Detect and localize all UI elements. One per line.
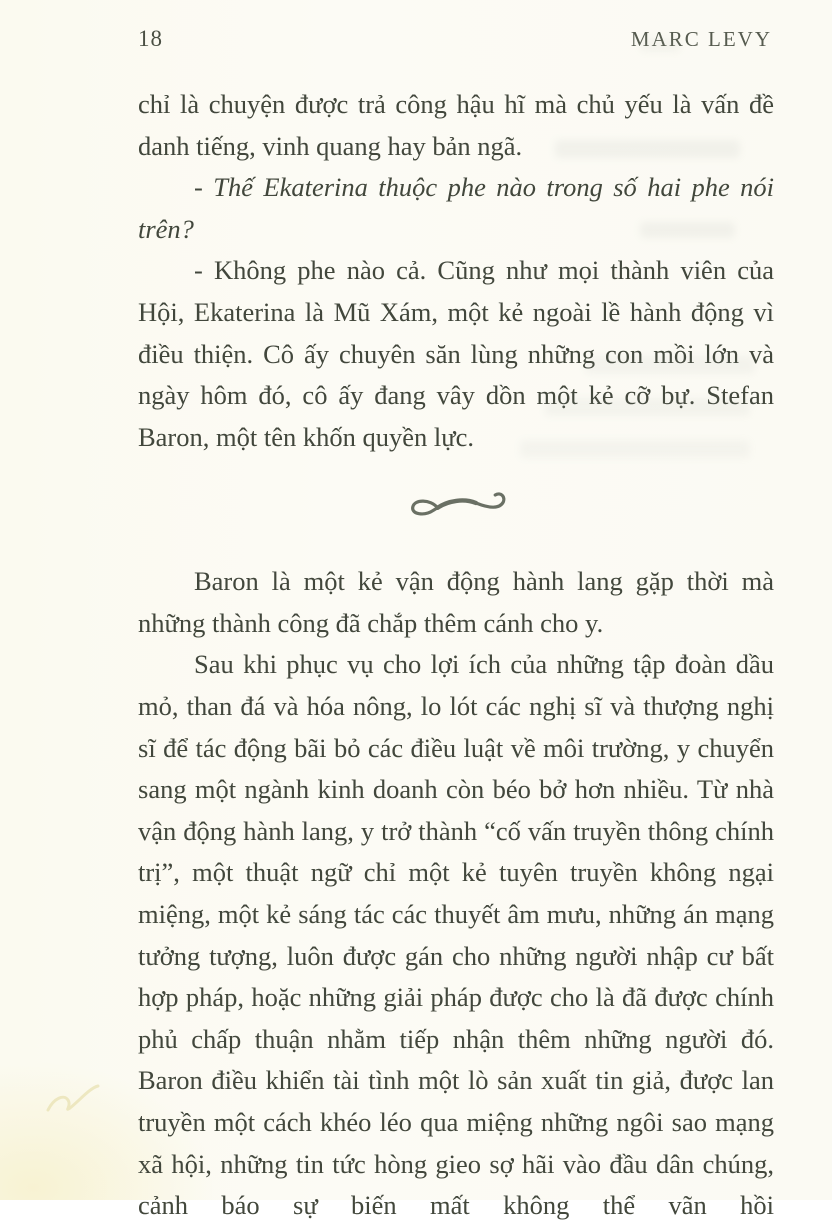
dialogue-line-italic: - Thế Ekaterina thuộc phe nào trong số hai phe nói trên? bbox=[138, 172, 774, 244]
dialogue-line: - Không phe nào cả. Cũng như mọi thành viên của Hội, Ekaterina là Mũ Xám, một kẻ ngoài lề hành động vì điều thiện. Cô ấy chuyên săn lùng những con mồi lớn và ngày hôm đó, cô ấy đang vây dồn một kẻ cỡ bự. Stefan Baron, một tên khốn quyền lực. bbox=[138, 255, 774, 452]
pencil-mark-artifact bbox=[40, 1080, 110, 1125]
running-header-author: MARC LEVY bbox=[630, 27, 772, 51]
section-divider bbox=[138, 482, 774, 527]
running-header bbox=[138, 26, 772, 52]
paragraph-continued-next-page: Sau khi phục vụ cho lợi ích của những tập đoàn dầu mỏ, than đá và hóa nông, lo lót các nghị sĩ và thượng nghị sĩ để tác động bãi bỏ các điều luật về môi trường, y chuyển sang một ngành kinh doanh còn béo bở hơn nhiều. Từ nhà vận động hành lang, y trở thành “cố vấn truyền thông chính trị”, một thuật ngữ chỉ một kẻ tuyên truyền không ngại miệng, một kẻ sáng tác các thuyết âm mưu, những án mạng tưởng tượng, luôn được gán cho những người nhập cư bất hợp pháp, hoặc những giải pháp được cho là đã được chính phủ chấp thuận nhằm tiếp nhận thêm những người đó. Baron điều khiển tài tình một lò sản xuất tin giả, được lan truyền một cách khéo léo qua miệng những ngôi sao mạng xã hội, những tin tức hòng gieo sợ hãi vào đầu dân chúng, cảnh báo sự biến mất không thể vãn hồi bbox=[138, 649, 774, 1221]
page-number: 18 bbox=[138, 26, 163, 51]
swash-ornament-icon bbox=[400, 483, 512, 527]
body-text-column bbox=[138, 84, 774, 1227]
paragraph: Baron là một kẻ vận động hành lang gặp thời mà những thành công đã chắp thêm cánh cho y. bbox=[138, 566, 774, 638]
paragraph-continuation: chỉ là chuyện được trả công hậu hĩ mà chủ yếu là vấn đề danh tiếng, vinh quang hay bản ngã. bbox=[138, 89, 774, 161]
